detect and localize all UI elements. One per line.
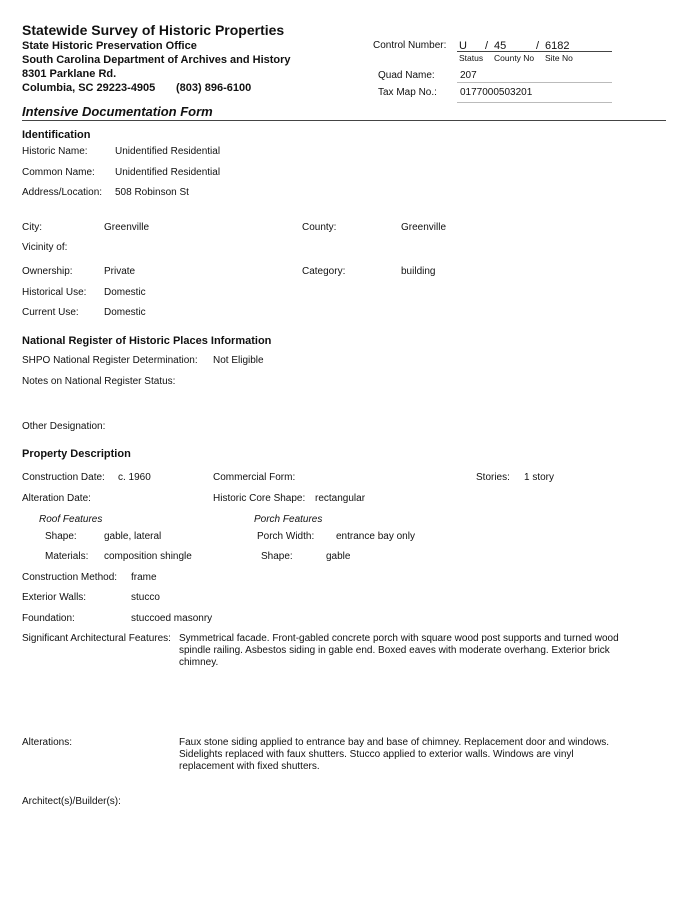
stories-label: Stories: [476,472,510,483]
control-separator-2: / [536,40,540,52]
current-use-label: Current Use: [22,307,79,318]
alterations-text: Faux stone siding applied to entrance bay and base of chimney. Replacement door and windows. Sidelights replaced with faux shutters. Stucco applied to exterior walls. Windows are vinyl replacement with fixed shutters. [179,737,610,772]
ownership-value: Private [104,266,136,277]
porch-shape-label: Shape: [261,551,293,562]
tax-map-value: 0177000503201 [460,87,533,98]
site-no-caption: Site No [545,53,573,63]
county-no-caption: County No [494,53,535,63]
historical-use-value: Domestic [104,287,146,298]
county-value: Greenville [401,222,447,233]
identification-heading: Identification [22,129,91,141]
other-designation-label: Other Designation: [22,421,106,432]
control-number-label: Control Number: [373,40,447,51]
significant-features-label: Significant Architectural Features: [22,633,171,644]
control-separator-1: / [485,40,489,52]
construction-date-label: Construction Date: [22,472,105,483]
porch-width-label: Porch Width: [257,531,315,542]
quad-name-value: 207 [460,70,477,81]
roof-shape-value: gable, lateral [104,531,162,542]
form-title: Intensive Documentation Form [22,104,213,119]
county-label: County: [302,222,337,233]
national-register-heading: National Register of Historic Places Information [22,335,272,347]
vicinity-label: Vicinity of: [22,242,68,253]
city-label: City: [22,222,42,233]
address-label: Address/Location: [22,187,103,198]
street-address: 8301 Parklane Rd. [22,68,117,80]
quad-name-label: Quad Name: [378,70,435,81]
status-caption: Status [459,53,484,63]
exterior-walls-label: Exterior Walls: [22,592,87,603]
control-site-value: 6182 [545,40,570,52]
stories-value: 1 story [524,472,555,483]
historical-use-label: Historical Use: [22,287,87,298]
phone-number: (803) 896-6100 [176,82,252,94]
construction-method-value: frame [131,572,157,583]
nr-notes-label: Notes on National Register Status: [22,376,176,387]
category-value: building [401,266,436,277]
roof-materials-value: composition shingle [104,551,192,562]
category-label: Category: [302,266,346,277]
form-title-rule [22,120,666,121]
historic-name-value: Unidentified Residential [115,146,221,157]
survey-title: Statewide Survey of Historic Properties [22,22,285,38]
ownership-label: Ownership: [22,266,73,277]
alterations-label: Alterations: [22,737,73,748]
city-state-zip: Columbia, SC 29223-4905 [22,82,156,94]
commercial-form-label: Commercial Form: [213,472,296,483]
core-shape-label: Historic Core Shape: [213,493,306,504]
control-county-value: 45 [494,40,507,52]
significant-features-text: Symmetrical facade. Front-gabled concrete porch with square wood post supports and turned wood spindle railing. Asbestos siding in gable end. Boxed eaves with moderate overhang. Exterior brick chimney. [179,633,619,668]
historic-name-label: Historic Name: [22,146,88,157]
control-number-underline [457,51,612,52]
roof-shape-label: Shape: [45,531,77,542]
city-value: Greenville [104,222,150,233]
nr-determination-label: SHPO National Register Determination: [22,355,198,366]
tax-map-label: Tax Map No.: [378,87,437,98]
current-use-value: Domestic [104,307,146,318]
tax-map-underline [457,102,612,103]
porch-features-heading: Porch Features [254,514,323,525]
foundation-value: stuccoed masonry [131,613,213,624]
alteration-date-label: Alteration Date: [22,493,91,504]
property-description-heading: Property Description [22,448,131,460]
common-name-value: Unidentified Residential [115,167,221,178]
porch-shape-value: gable [326,551,351,562]
nr-determination-value: Not Eligible [213,355,264,366]
construction-date-value: c. 1960 [118,472,151,483]
construction-method-label: Construction Method: [22,572,118,583]
roof-features-heading: Roof Features [39,514,103,525]
office-name: State Historic Preservation Office [22,40,197,52]
foundation-label: Foundation: [22,613,75,624]
quad-name-underline [457,82,612,83]
exterior-walls-value: stucco [131,592,160,603]
porch-width-value: entrance bay only [336,531,415,542]
core-shape-value: rectangular [315,493,366,504]
control-status-value: U [459,40,467,52]
common-name-label: Common Name: [22,167,95,178]
roof-materials-label: Materials: [45,551,89,562]
architect-builder-label: Architect(s)/Builder(s): [22,796,121,807]
address-value: 508 Robinson St [115,187,189,198]
department-name: South Carolina Department of Archives and History [22,54,291,66]
